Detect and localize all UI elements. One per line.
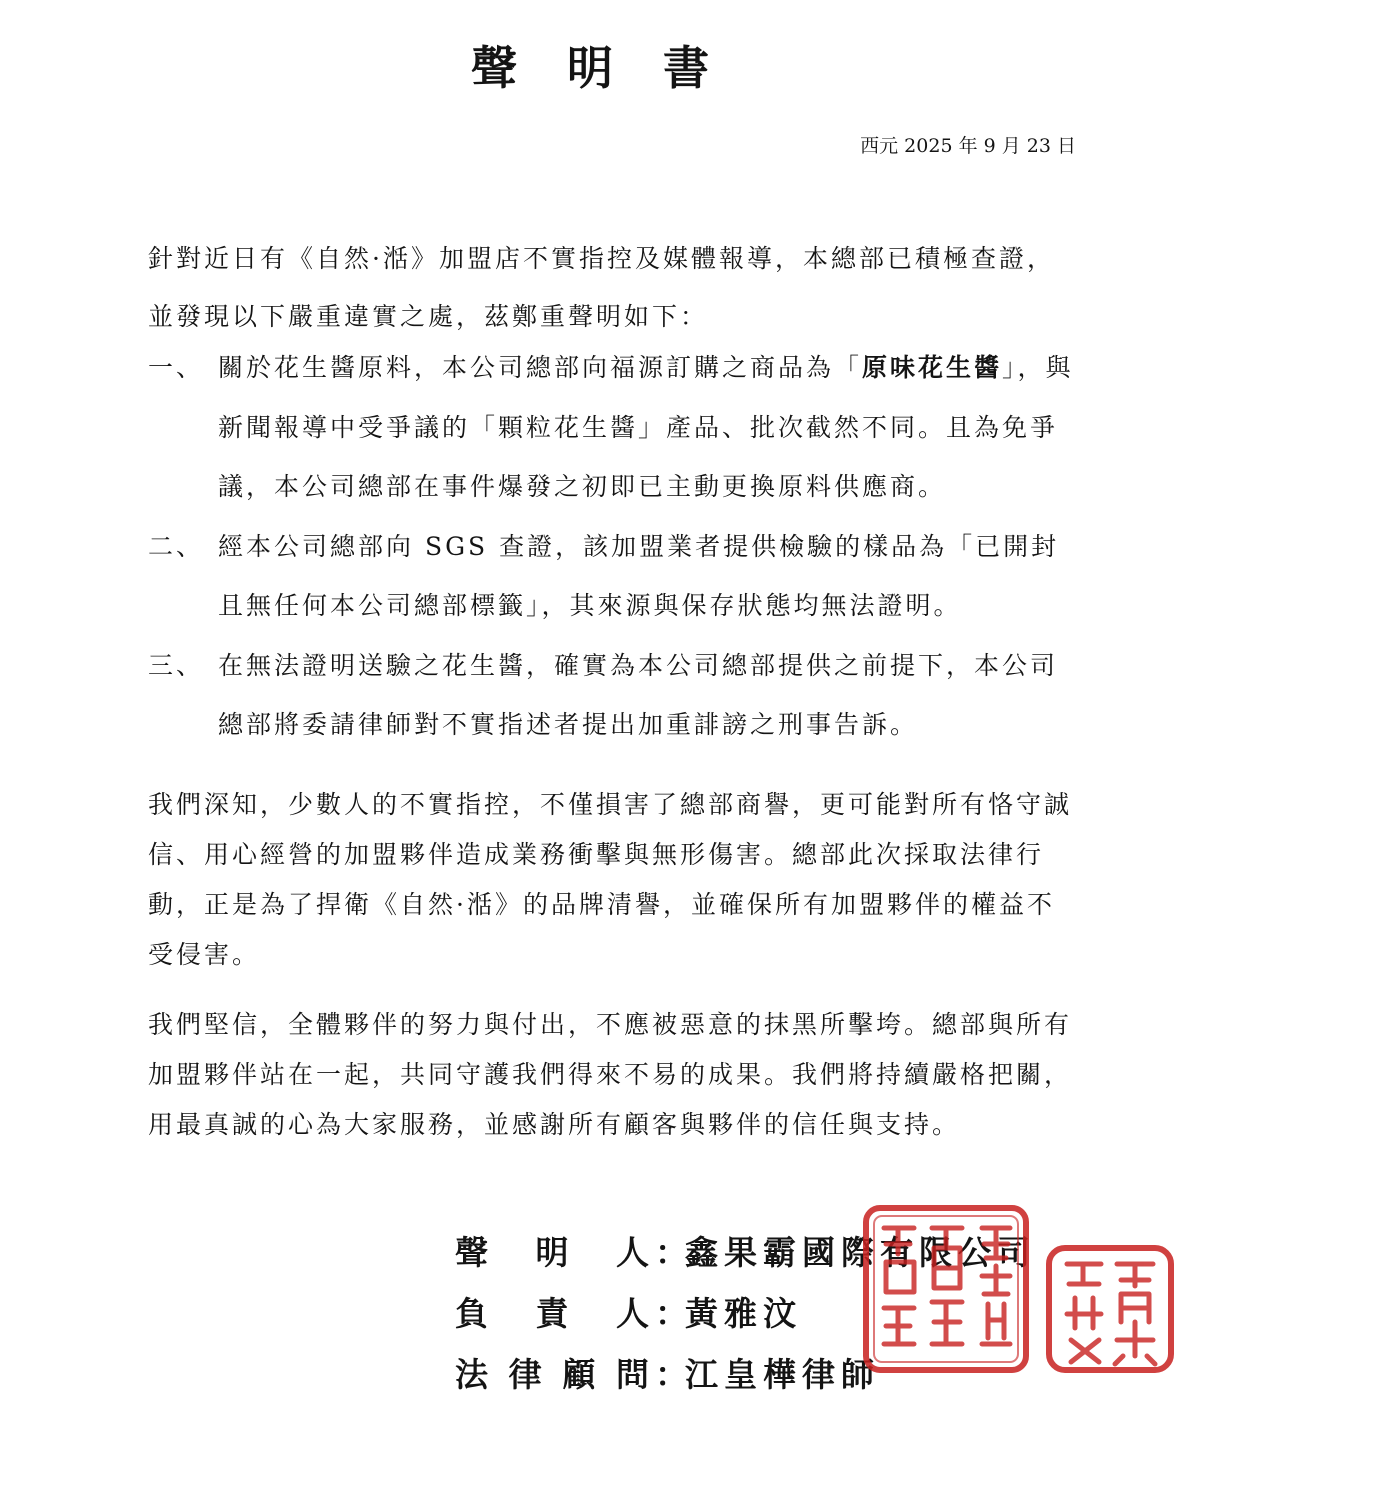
item-text: 在無法證明送驗之花生醬，確實為本公司總部提供之前提下，本公司總部將委請律師對不實指述者提出加重誹謗之刑事告訴。 <box>218 650 1059 739</box>
item-text: 經本公司總部向 SGS 查證，該加盟業者提供檢驗的樣品為「已開封且無任何本公司總部標籤」，其來源與保存狀態均無法證明。 <box>218 531 1060 620</box>
label-char: 法 <box>455 1355 494 1394</box>
document-title: 聲明書 <box>471 41 759 95</box>
item-number: 一、 <box>148 353 205 382</box>
company-seal-icon <box>862 1204 1030 1374</box>
label-char: 律 <box>508 1355 548 1394</box>
signatory-label <box>455 1344 655 1405</box>
body-paragraph-2: 我們深知，少數人的不實指控，不僅損害了總部商譽，更可能對所有恪守誠信、用心經營的加盟夥伴造成業務衝擊與無形傷害。總部此次採取法律行動，正是為了捍衛《自然·湉》的品牌清譽，並確保所有加盟夥伴的權益不受侵害。 <box>148 790 1073 969</box>
label-char: 負 <box>455 1294 494 1333</box>
item-number: 三、 <box>148 650 205 680</box>
signatory-label <box>455 1283 655 1344</box>
intro-paragraph: 針對近日有《自然·湉》加盟店不實指控及媒體報導，本總部已積極查證，並發現以下嚴重違實之處，茲鄭重聲明如下： <box>148 244 1055 331</box>
item-text-part: 關於花生醬原料，本公司總部向福源訂購之商品為「 <box>218 353 863 382</box>
item-text-emphasis: 原味花生醬 <box>862 353 1003 382</box>
signatory-colon: ： <box>655 1294 694 1333</box>
item-number: 二、 <box>148 531 205 561</box>
label-char: 聲 <box>455 1233 494 1272</box>
signatory-value: 黃雅汶 <box>685 1294 802 1333</box>
label-char: 責 <box>535 1294 575 1333</box>
signatory-value: 鑫果霸國際有限公司 <box>685 1233 1036 1272</box>
signatory-colon: ： <box>655 1355 694 1394</box>
statement-item-1 <box>148 338 1078 517</box>
personal-seal-stamp <box>1045 1244 1175 1374</box>
body-paragraph-3: 我們堅信，全體夥伴的努力與付出，不應被惡意的抹黑所擊垮。總部與所有加盟夥伴站在一起，共同守護我們得來不易的成果。我們將持續嚴格把關，用最真誠的心為大家服務，並感謝所有顧客與夥伴的信任與支持。 <box>148 1010 1073 1139</box>
statement-item-3 <box>148 636 1078 755</box>
signatory-colon: ： <box>655 1233 694 1272</box>
company-seal-stamp <box>862 1204 1030 1374</box>
label-char: 人 <box>616 1294 655 1333</box>
document-date: 西元 2025 年 9 月 23 日 <box>860 135 1076 157</box>
item-text <box>218 338 1078 517</box>
label-char: 問 <box>615 1355 655 1394</box>
statement-items <box>148 338 1078 755</box>
signatory-value: 江皇樺律師 <box>685 1355 880 1394</box>
personal-seal-icon <box>1045 1244 1175 1374</box>
label-char: 人 <box>616 1233 655 1272</box>
signatory-label <box>455 1222 655 1283</box>
statement-item-2 <box>148 517 1078 636</box>
label-char: 顧 <box>562 1355 602 1394</box>
label-char: 明 <box>535 1233 575 1272</box>
item-text-part: 」，與新聞報導中受爭議的「顆粒花生醬」產品、批次截然不同。且為免爭議，本公司總部在事件爆發之初即已主動更換原料供應商。 <box>218 353 1074 501</box>
